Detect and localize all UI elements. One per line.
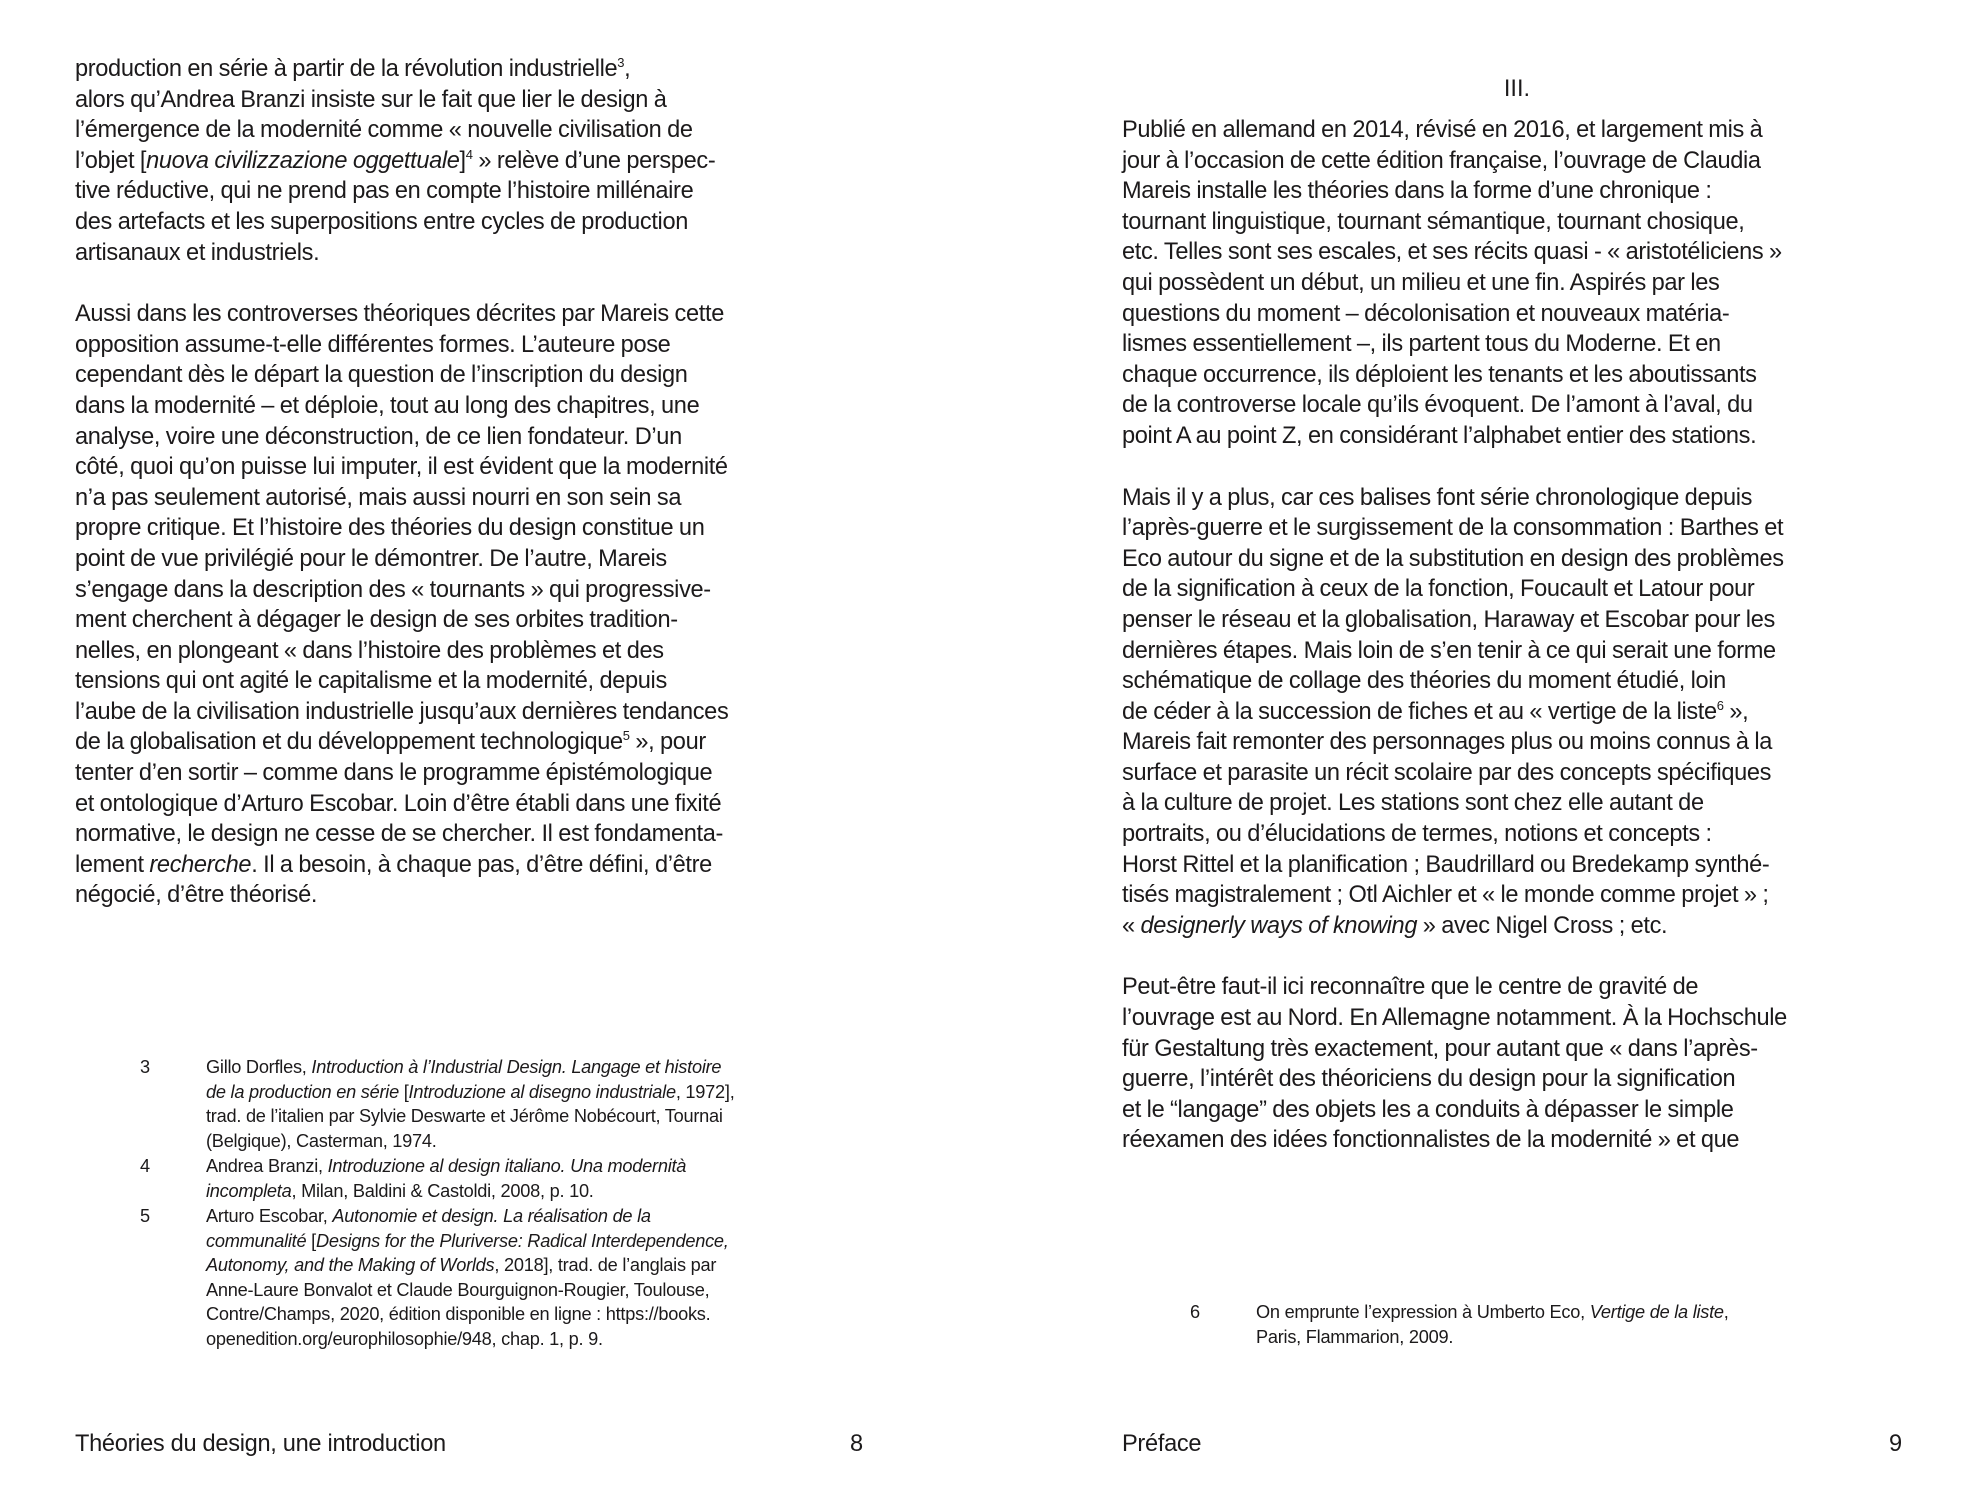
text-run: lement <box>75 851 150 878</box>
text-line <box>1122 911 1912 942</box>
text-line <box>206 1055 880 1080</box>
italic-run: de la production en série <box>206 1081 399 1102</box>
italic-run: communalité <box>206 1230 307 1251</box>
text-line <box>1122 483 1912 514</box>
text-line <box>75 115 865 146</box>
text-line <box>1122 727 1912 758</box>
text-run: l’aube de la civilisation industrielle jusqu’aux dernières tendances <box>75 698 729 725</box>
text-run: guerre, l’intérêt des théoriciens du design pour la signification <box>1122 1066 1736 1093</box>
text-line <box>75 207 865 238</box>
text-line <box>206 1278 880 1303</box>
text-run: trad. de l’italien par Sylvie Deswarte et Jérôme Nobécourt, Tournai <box>206 1106 723 1126</box>
footnote-ref: 6 <box>1716 697 1724 713</box>
text-line <box>75 85 865 116</box>
text-line <box>75 299 865 330</box>
text-run: de la signification à ceux de la fonction, Foucault et Latour pour <box>1122 576 1755 603</box>
text-run: propre critique. Et l’histoire des théories du design constitue un <box>75 515 705 542</box>
text-run: Arturo Escobar, <box>206 1206 333 1226</box>
text-line <box>1122 1095 1912 1126</box>
paragraph <box>1122 972 1912 1156</box>
running-title: Préface <box>1122 1431 1202 1457</box>
italic-run: designerly ways of knowing <box>1140 912 1418 939</box>
text-line <box>75 452 865 483</box>
text-run: tournant linguistique, tournant sémantique, tournant chosique, <box>1122 208 1745 235</box>
text-run: lismes essentiellement –, ils partent tous du Moderne. Et en <box>1122 331 1721 358</box>
text-run: Anne-Laure Bonvalot et Claude Bourguignon-Rougier, Toulouse, <box>206 1279 710 1300</box>
text-line <box>75 544 865 575</box>
text-run: jour à l’occasion de cette édition française, l’ouvrage de Claudia <box>1122 147 1761 174</box>
text-run: Aussi dans les controverses théoriques décrites par Mareis cette <box>75 301 724 328</box>
text-run: tensions qui ont agité le capitalisme et la modernité, depuis <box>75 668 667 695</box>
text-line <box>1122 666 1912 697</box>
right-body-text <box>1122 115 1912 1187</box>
paragraph <box>75 299 865 911</box>
text-line <box>75 666 865 697</box>
footnote-ref: 5 <box>622 728 630 744</box>
text-line <box>75 360 865 391</box>
text-run: point A au point Z, en considérant l’alphabet entier des stations. <box>1122 422 1757 449</box>
text-run: tenter d’en sortir – comme dans le programme épistémologique <box>75 760 713 787</box>
text-run: Horst Rittel et la planification ; Baudrillard ou Bredekamp synthé- <box>1122 851 1770 878</box>
italic-run: incompleta <box>206 1180 292 1201</box>
text-line <box>75 54 865 85</box>
text-run: ] <box>459 147 466 174</box>
text-run: Eco autour du signe et de la substitution en design des problèmes <box>1122 545 1784 572</box>
text-line <box>75 238 865 269</box>
text-line <box>1122 146 1912 177</box>
text-run: [ <box>398 1081 409 1102</box>
text-run: analyse, voire une déconstruction, de ce lien fondateur. D’un <box>75 423 682 450</box>
text-run: , Milan, Baldini & Castoldi, 2008, p. 10. <box>291 1180 594 1201</box>
text-line <box>1122 972 1912 1003</box>
italic-run: Autonomy, and the Making of Worlds <box>206 1255 495 1275</box>
text-line <box>75 422 865 453</box>
text-run: (Belgique), Casterman, 1974. <box>206 1130 437 1151</box>
text-run: Gillo Dorfles, <box>206 1057 312 1077</box>
text-run: », <box>1723 698 1749 725</box>
footnote <box>140 1154 880 1203</box>
text-line <box>75 880 865 911</box>
text-line <box>1256 1300 1890 1325</box>
footnote-number: 4 <box>140 1156 150 1176</box>
text-run: Andrea Branzi, <box>206 1156 328 1176</box>
text-line <box>206 1204 880 1229</box>
footnote-number: 5 <box>140 1206 150 1226</box>
text-line <box>206 1154 880 1179</box>
footnote-ref: 4 <box>465 146 473 162</box>
text-line <box>1122 850 1912 881</box>
footnote <box>1190 1300 1890 1349</box>
text-line <box>1122 880 1912 911</box>
text-line <box>75 146 865 177</box>
text-run: production en série à partir de la révolution industrielle <box>75 56 618 82</box>
text-run: penser le réseau et la globalisation, Haraway et Escobar pour les <box>1122 606 1775 633</box>
text-line <box>1122 207 1912 238</box>
text-line <box>206 1179 880 1204</box>
text-line <box>75 391 865 422</box>
paragraph <box>1122 483 1912 942</box>
right-footnotes <box>1190 1300 1890 1350</box>
text-run: et ontologique d’Arturo Escobar. Loin d’être établi dans une fixité <box>75 790 722 817</box>
paragraph <box>1122 115 1912 452</box>
text-line <box>1122 697 1912 728</box>
text-run: tive réductive, qui ne prend pas en compte l’histoire millénaire <box>75 178 694 205</box>
text-run: normative, le design ne cesse de se chercher. Il est fondamenta- <box>75 821 724 848</box>
section-heading: III. <box>1503 76 1531 102</box>
text-line <box>75 758 865 789</box>
text-line <box>1122 268 1912 299</box>
text-run: l’émergence de la modernité comme « nouvelle civilisation de <box>75 117 693 144</box>
text-run: nelles, en plongeant « dans l’histoire des problèmes et des <box>75 637 664 664</box>
text-line <box>1122 788 1912 819</box>
footnote <box>140 1055 880 1153</box>
left-footnotes <box>140 1055 880 1352</box>
text-run: », pour <box>629 729 706 756</box>
italic-run: Introduzione al disegno industriale <box>408 1081 676 1102</box>
text-run: point de vue privilégié pour le démontrer. De l’autre, Mareis <box>75 545 667 572</box>
text-line <box>75 330 865 361</box>
text-run: l’après-guerre et le surgissement de la consommation : Barthes et <box>1122 515 1784 542</box>
text-run: [ <box>306 1230 316 1251</box>
text-run: openedition.org/europhilosophie/948, chap. 1, p. 9. <box>206 1328 603 1349</box>
text-run: artisanaux et industriels. <box>75 239 320 266</box>
text-line <box>1122 1064 1912 1095</box>
text-run: portraits, ou d’élucidations de termes, notions et concepts : <box>1122 821 1712 848</box>
text-run: opposition assume-t-elle différentes formes. L’auteure pose <box>75 331 671 358</box>
text-line <box>1122 819 1912 850</box>
text-run: réexamen des idées fonctionnalistes de la modernité » et que <box>1122 1127 1740 1154</box>
text-run: Peut-être faut-il ici reconnaître que le centre de gravité de <box>1122 974 1699 1001</box>
text-run: Contre/Champs, 2020, édition disponible en ligne : https://books. <box>206 1304 711 1324</box>
text-line <box>75 513 865 544</box>
text-run: alors qu’Andrea Branzi insiste sur le fait que lier le design à <box>75 86 667 113</box>
text-run: chaque occurrence, ils déploient les tenants et les aboutissants <box>1122 361 1757 388</box>
page-number: 9 <box>1889 1431 1902 1457</box>
left-body-text <box>75 54 865 942</box>
text-line <box>75 483 865 514</box>
text-run: » avec Nigel Cross ; etc. <box>1417 912 1668 939</box>
text-line <box>206 1229 880 1254</box>
text-line <box>1256 1325 1890 1350</box>
text-run: de la controverse locale qu’ils évoquent. De l’amont à l’aval, du <box>1122 392 1753 419</box>
text-run: für Gestaltung très exactement, pour autant que « dans l’après- <box>1122 1035 1758 1062</box>
page-number: 8 <box>850 1431 863 1457</box>
text-run: schématique de collage des théories du moment étudié, loin <box>1122 668 1726 695</box>
text-line <box>206 1302 880 1327</box>
text-line <box>1122 360 1912 391</box>
text-run: l’objet [ <box>75 147 147 174</box>
text-run: Mareis fait remonter des personnages plus ou moins connus à la <box>1122 729 1773 756</box>
text-run: Publié en allemand en 2014, révisé en 2016, et largement mis à <box>1122 117 1763 143</box>
text-line <box>1122 544 1912 575</box>
text-line <box>1122 299 1912 330</box>
text-run: On emprunte l’expression à Umberto Eco, <box>1256 1302 1590 1322</box>
text-line <box>1122 758 1912 789</box>
text-line <box>75 819 865 850</box>
paragraph <box>75 54 865 268</box>
text-run: . Il a besoin, à chaque pas, d’être défini, d’être <box>251 851 712 878</box>
text-line <box>75 850 865 881</box>
text-line <box>1122 176 1912 207</box>
italic-run: Introduction à l’Industrial Design. Langage et histoire <box>311 1057 722 1077</box>
text-run: questions du moment – décolonisation et nouveaux matéria- <box>1122 300 1730 327</box>
text-run: etc. Telles sont ses escales, et ses récits quasi - « aristotéliciens » <box>1122 239 1782 266</box>
text-run: qui possèdent un début, un milieu et une fin. Aspirés par les <box>1122 269 1720 296</box>
text-run: et le “langage” des objets les a conduits à dépasser le simple <box>1122 1096 1734 1123</box>
text-line <box>1122 1125 1912 1156</box>
text-run: ment cherchent à dégager le design de ses orbites tradition- <box>75 607 678 634</box>
text-line <box>1122 390 1912 421</box>
text-line <box>75 176 865 207</box>
text-run: négocié, d’être théorisé. <box>75 882 318 909</box>
text-line <box>206 1129 880 1154</box>
text-line <box>75 789 865 820</box>
text-run: dans la modernité – et déploie, tout au long des chapitres, une <box>75 392 700 419</box>
italic-run: Designs for the Pluriverse: Radical Interdependence, <box>315 1230 729 1251</box>
text-line <box>1122 115 1912 146</box>
text-line <box>1122 1003 1912 1034</box>
text-run: Paris, Flammarion, 2009. <box>1256 1326 1454 1347</box>
text-line <box>206 1327 880 1352</box>
text-run: Mais il y a plus, car ces balises font série chronologique depuis <box>1122 484 1753 511</box>
text-run: , <box>1723 1302 1729 1322</box>
italic-run: Vertige de la liste <box>1589 1302 1724 1322</box>
text-line <box>1122 574 1912 605</box>
text-run: l’ouvrage est au Nord. En Allemagne notamment. À la Hochschule <box>1122 1005 1787 1032</box>
text-run: à la culture de projet. Les stations sont chez elle autant de <box>1122 790 1704 817</box>
footnote-ref: 3 <box>617 54 625 70</box>
text-run: dernières étapes. Mais loin de s’en tenir à ce qui serait une forme <box>1122 637 1776 664</box>
text-run: cependant dès le départ la question de l’inscription du design <box>75 362 688 389</box>
italic-run: Introduzione al design italiano. Una modernità <box>327 1156 687 1176</box>
text-run: de la globalisation et du développement technologique <box>75 729 623 756</box>
text-line <box>1122 237 1912 268</box>
text-run: s’engage dans la description des « tournants » qui progressive- <box>75 576 711 603</box>
italic-run: nuova civilizzazione oggettuale <box>146 147 460 174</box>
text-run: , <box>624 56 631 82</box>
text-line <box>75 575 865 606</box>
footnote-number: 6 <box>1190 1302 1200 1322</box>
text-run: , 1972], <box>675 1081 735 1102</box>
italic-run: Autonomie et design. La réalisation de la <box>332 1206 651 1226</box>
text-run: Mareis installe les théories dans la forme d’une chronique : <box>1122 178 1712 205</box>
footnote-number: 3 <box>140 1057 150 1077</box>
text-line <box>1122 421 1912 452</box>
text-run: tisés magistralement ; Otl Aichler et « le monde comme projet » ; <box>1122 882 1769 909</box>
text-run: surface et parasite un récit scolaire par des concepts spécifiques <box>1122 759 1772 786</box>
text-line <box>75 697 865 728</box>
text-run: côté, quoi qu’on puisse lui imputer, il est évident que la modernité <box>75 454 728 481</box>
text-line <box>1122 513 1912 544</box>
text-line <box>1122 636 1912 667</box>
text-run: de céder à la succession de fiches et au « vertige de la liste <box>1122 698 1717 725</box>
text-run: » relève d’une perspec- <box>472 147 716 174</box>
text-line <box>1122 605 1912 636</box>
italic-run: recherche <box>149 851 252 878</box>
text-run: n’a pas seulement autorisé, mais aussi nourri en son sein sa <box>75 484 682 511</box>
text-run: des artefacts et les superpositions entre cycles de production <box>75 208 688 235</box>
text-line <box>75 636 865 667</box>
text-line <box>206 1104 880 1129</box>
text-run: « <box>1122 912 1141 939</box>
footnote <box>140 1204 880 1351</box>
running-title: Théories du design, une introduction <box>75 1431 446 1457</box>
text-run: , 2018], trad. de l’anglais par <box>494 1255 717 1275</box>
text-line <box>1122 329 1912 360</box>
text-line <box>1122 1034 1912 1065</box>
right-page <box>984 0 1968 1496</box>
text-line <box>206 1253 880 1278</box>
text-line <box>75 605 865 636</box>
text-line <box>206 1080 880 1105</box>
text-line <box>75 727 865 758</box>
